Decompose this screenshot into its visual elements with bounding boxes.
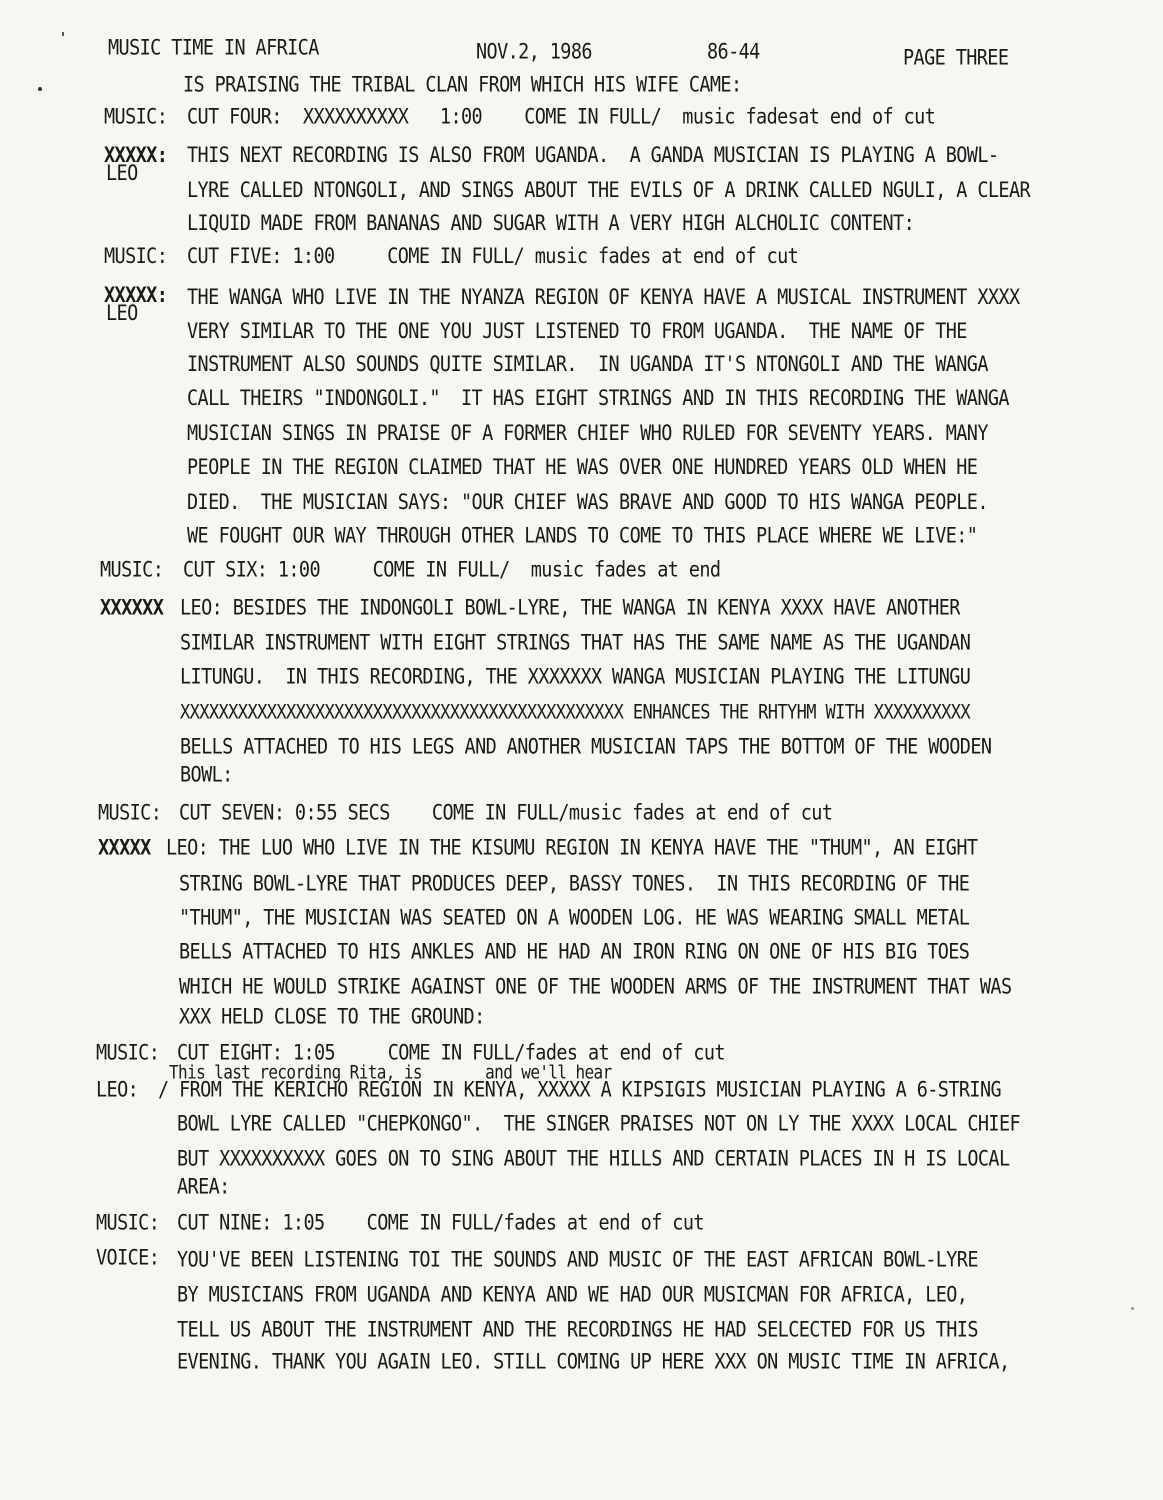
- script-line: "THUM", THE MUSICIAN WAS SEATED ON A WOODEN LOG. HE WAS WEARING SMALL METAL: [179, 906, 970, 931]
- speaker-label: MUSIC:: [96, 1211, 160, 1236]
- script-line: BELLS ATTACHED TO HIS LEGS AND ANOTHER MUSICIAN TAPS THE BOTTOM OF THE WOODEN: [180, 735, 992, 760]
- script-line: CUT NINE: 1:05 COME IN FULL/fades at end of cut: [177, 1211, 704, 1236]
- speaker-sub-label: LEO: [106, 161, 138, 186]
- script-line: INSTRUMENT ALSO SOUNDS QUITE SIMILAR. IN UGANDA IT'S NTONGOLI AND THE WANGA: [187, 352, 988, 377]
- script-line: SIMILAR INSTRUMENT WITH EIGHT STRINGS THAT HAS THE SAME NAME AS THE UGANDAN: [180, 631, 971, 656]
- script-line: THIS NEXT RECORDING IS ALSO FROM UGANDA. A GANDA MUSICIAN IS PLAYING A BOWL-: [187, 143, 999, 168]
- script-line: XXXXXXXXXXXXXXXXXXXXXXXXXXXXXXXXXXXXXXXXXXXXXX ENHANCES THE RHTYHM WITH XXXXXXXXXX: [180, 701, 971, 725]
- script-line: PEOPLE IN THE REGION CLAIMED THAT HE WAS OVER ONE HUNDRED YEARS OLD WHEN HE: [187, 455, 978, 480]
- script-line: DIED. THE MUSICIAN SAYS: "OUR CHIEF WAS BRAVE AND GOOD TO HIS WANGA PEOPLE.: [187, 490, 988, 515]
- script-line: BELLS ATTACHED TO HIS ANKLES AND HE HAD AN IRON RING ON ONE OF HIS BIG TOES: [179, 940, 970, 965]
- script-line: CUT EIGHT: 1:05 COME IN FULL/fades at end of cut: [177, 1041, 725, 1066]
- script-line: LYRE CALLED NTONGOLI, AND SINGS ABOUT THE EVILS OF A DRINK CALLED NGULI, A CLEAR: [187, 178, 1031, 203]
- script-line: / FROM THE KERICHO REGION IN KENYA, XXXXX A KIPSIGIS MUSICIAN PLAYING A 6-STRING: [158, 1078, 1002, 1103]
- script-line: CUT SIX: 1:00 COME IN FULL/ music fades at end: [183, 558, 721, 583]
- script-line: THE WANGA WHO LIVE IN THE NYANZA REGION OF KENYA HAVE A MUSICAL INSTRUMENT XXXX: [187, 285, 1020, 310]
- scan-speck: [62, 32, 64, 36]
- script-line: YOU'VE BEEN LISTENING TOI THE SOUNDS AND MUSIC OF THE EAST AFRICAN BOWL-LYRE: [177, 1248, 978, 1273]
- header-title: MUSIC TIME IN AFRICA: [108, 36, 319, 61]
- script-line: LEO: THE LUO WHO LIVE IN THE KISUMU REGION IN KENYA HAVE THE "THUM", AN EIGHT: [166, 836, 978, 861]
- script-line: EVENING. THANK YOU AGAIN LEO. STILL COMING UP HERE XXX ON MUSIC TIME IN AFRICA,: [177, 1350, 1010, 1375]
- inserted-note: This last recording Rita, is and we'll hear: [169, 1061, 612, 1084]
- script-line: WHICH HE WOULD STRIKE AGAINST ONE OF THE WOODEN ARMS OF THE INSTRUMENT THAT WAS: [179, 975, 1012, 1000]
- script-line: XXX HELD CLOSE TO THE GROUND:: [179, 1005, 485, 1030]
- script-line: LITUNGU. IN THIS RECORDING, THE XXXXXXX WANGA MUSICIAN PLAYING THE LITUNGU: [180, 665, 971, 690]
- script-line: CUT SEVEN: 0:55 SECS COME IN FULL/music fades at end of cut: [179, 801, 833, 826]
- script-line: VERY SIMILAR TO THE ONE YOU JUST LISTENED TO FROM UGANDA. THE NAME OF THE: [187, 319, 967, 344]
- speaker-label: XXXXX: [98, 836, 151, 861]
- speaker-label: MUSIC:: [100, 558, 164, 583]
- speaker-label: LEO:: [96, 1078, 139, 1103]
- script-line: LIQUID MADE FROM BANANAS AND SUGAR WITH A VERY HIGH ALCHOLIC CONTENT:: [187, 211, 915, 236]
- speaker-label: MUSIC:: [96, 1041, 160, 1066]
- script-line: BOWL LYRE CALLED "CHEPKONGO". THE SINGER PRAISES NOT ON LY THE XXXX LOCAL CHIEF: [177, 1112, 1021, 1137]
- speaker-label: MUSIC:: [104, 244, 168, 269]
- speaker-label: XXXXX:: [104, 283, 168, 308]
- script-line: TELL US ABOUT THE INSTRUMENT AND THE RECORDINGS HE HAD SELCECTED FOR US THIS: [177, 1318, 978, 1343]
- script-line: BUT XXXXXXXXXX GOES ON TO SING ABOUT THE HILLS AND CERTAIN PLACES IN H IS LOCAL: [177, 1147, 1010, 1172]
- script-line: MUSICIAN SINGS IN PRAISE OF A FORMER CHIEF WHO RULED FOR SEVENTY YEARS. MANY: [187, 421, 988, 446]
- scan-speck: [1131, 1307, 1134, 1310]
- script-line: BOWL:: [180, 763, 233, 788]
- script-line: BY MUSICIANS FROM UGANDA AND KENYA AND WE HAD OUR MUSICMAN FOR AFRICA, LEO,: [177, 1283, 968, 1308]
- speaker-label: XXXXXX: [100, 596, 164, 621]
- header-code: 86-44: [707, 40, 760, 65]
- script-line: AREA:: [177, 1175, 230, 1200]
- script-line: STRING BOWL-LYRE THAT PRODUCES DEEP, BASSY TONES. IN THIS RECORDING OF THE: [179, 872, 970, 897]
- script-line: IS PRAISING THE TRIBAL CLAN FROM WHICH HIS WIFE CAME:: [183, 73, 742, 98]
- speaker-label: MUSIC:: [98, 801, 162, 826]
- script-line: CUT FOUR: XXXXXXXXXX 1:00 COME IN FULL/ music fadesat end of cut: [187, 105, 936, 130]
- script-line: CALL THEIRS "INDONGOLI." IT HAS EIGHT STRINGS AND IN THIS RECORDING THE WANGA: [187, 386, 1009, 411]
- speaker-label: MUSIC:: [104, 105, 168, 130]
- scan-speck: [38, 87, 42, 91]
- speaker-label: VOICE:: [96, 1246, 160, 1271]
- script-line: LEO: BESIDES THE INDONGOLI BOWL-LYRE, THE WANGA IN KENYA XXXX HAVE ANOTHER: [180, 596, 960, 621]
- script-line: WE FOUGHT OUR WAY THROUGH OTHER LANDS TO COME TO THIS PLACE WHERE WE LIVE:": [187, 524, 978, 549]
- header-date: NOV.2, 1986: [476, 40, 592, 65]
- speaker-label: XXXXX:: [104, 143, 168, 168]
- speaker-sub-label: LEO: [106, 301, 138, 326]
- header-page: PAGE THREE: [903, 46, 1009, 71]
- script-line: CUT FIVE: 1:00 COME IN FULL/ music fades at end of cut: [187, 244, 799, 269]
